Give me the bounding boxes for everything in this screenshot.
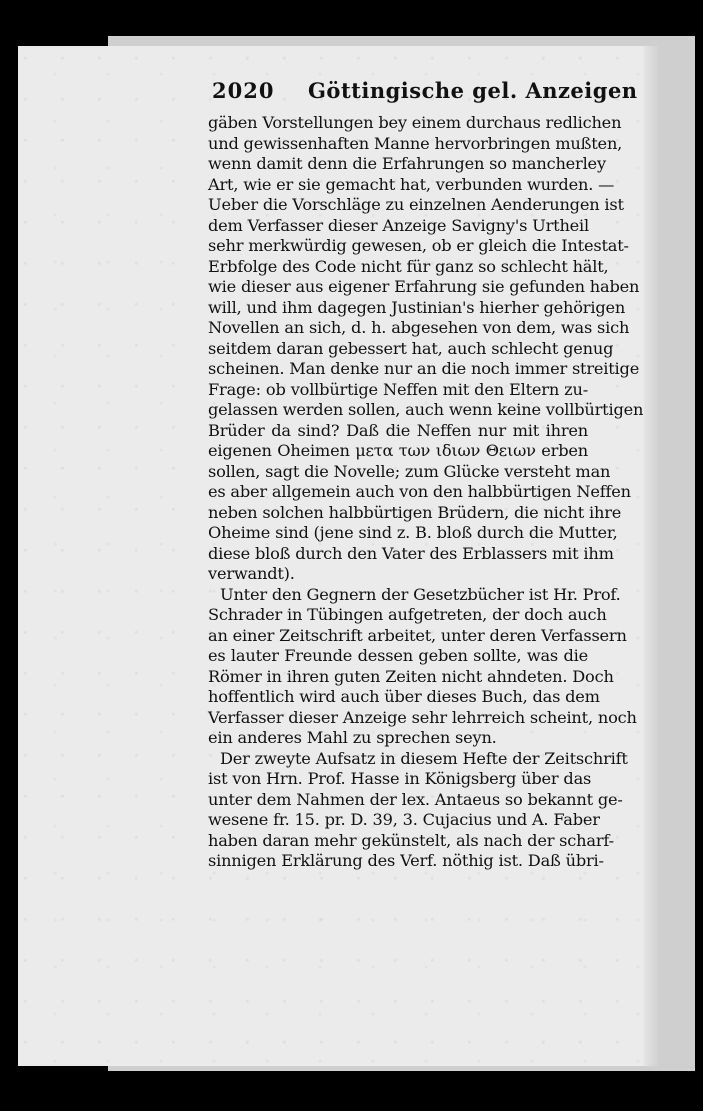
text-line: ist von Hrn. Prof. Hasse in Königsberg über das bbox=[208, 769, 592, 788]
text-line: sollen, sagt die Novelle; zum Glücke versteht man bbox=[208, 461, 611, 481]
text-line: wenn damit denn die Erfahrungen so mancherley bbox=[208, 154, 606, 173]
page-header bbox=[212, 78, 638, 110]
text-line: Ueber die Vorschläge zu einzelnen Aenderungen ist bbox=[208, 195, 624, 214]
text-line: hoffentlich wird auch über dieses Buch, das dem bbox=[208, 687, 600, 706]
text-line: neben solchen halbbürtigen Brüdern, die nicht ihre bbox=[208, 502, 622, 522]
text-line: diese bloß durch den Vater des Erblassers mit ihm bbox=[208, 543, 614, 563]
text-line: und gewissenhaften Manne hervorbringen mußten, bbox=[208, 133, 623, 153]
text-line: Verfasser dieser Anzeige sehr lehrreich scheint, noch bbox=[208, 707, 637, 727]
text-line: ein anderes Mahl zu sprechen seyn. bbox=[208, 728, 497, 747]
text-line: an einer Zeitschrift arbeitet, unter deren Verfassern bbox=[208, 625, 627, 645]
text-line: scheinen. Man denke nur an die noch immer streitige bbox=[208, 359, 640, 378]
text-line: es lauter Freunde dessen geben sollte, was die bbox=[208, 646, 588, 665]
text-line: wesene fr. 15. pr. D. 39, 3. Cujacius und A. Faber bbox=[208, 810, 600, 829]
running-title: Göttingische gel. Anzeigen bbox=[308, 78, 638, 103]
text-line: wie dieser aus eigener Erfahrung sie gefunden haben bbox=[208, 277, 640, 296]
text-line: Schrader in Tübingen aufgetreten, der doch auch bbox=[208, 605, 607, 624]
page-number: 2020 bbox=[212, 78, 275, 103]
text-line: Art, wie er sie gemacht hat, verbunden wurden. — bbox=[208, 174, 615, 194]
text-line: will, und ihm dagegen Justinian's hierher gehörigen bbox=[208, 297, 626, 317]
text-line: Oheime sind (jene sind z. B. bloß durch die Mutter, bbox=[208, 523, 618, 542]
text-line: gäben Vorstellungen bey einem durchaus redlichen bbox=[208, 113, 622, 132]
text-line: haben daran mehr gekünstelt, als nach der scharf- bbox=[208, 830, 614, 850]
text-line: dem Verfasser dieser Anzeige Savigny's Urtheil bbox=[208, 215, 589, 235]
page-edge-shadow bbox=[644, 46, 658, 1066]
text-line: unter dem Nahmen der lex. Antaeus so bekannt ge- bbox=[208, 789, 623, 809]
text-line: es aber allgemein auch von den halbbürtigen Neffen bbox=[208, 482, 631, 501]
text-line: Frage: ob vollbürtige Neffen mit den Eltern zu- bbox=[208, 379, 588, 399]
text-line: Römer in ihren guten Zeiten nicht ahndeten. Doch bbox=[208, 666, 614, 686]
text-line: eigenen Oheimen μετα των ιδιων Θειων erben bbox=[208, 441, 588, 460]
text-line: sehr merkwürdig gewesen, ob er gleich die Intestat- bbox=[208, 236, 629, 255]
text-line: Unter den Gegnern der Gesetzbücher ist Hr. Prof. bbox=[220, 584, 621, 604]
text-line: Der zweyte Aufsatz in diesem Hefte der Zeitschrift bbox=[220, 748, 628, 768]
text-line: verwandt). bbox=[208, 564, 295, 583]
text-line: sinnigen Erklärung des Verf. nöthig ist. Daß übri- bbox=[208, 851, 604, 870]
text-line: Brüder da sind? Daß die Neffen nur mit ihren bbox=[208, 420, 588, 440]
body-text bbox=[208, 113, 644, 872]
text-line: Erbfolge des Code nicht für ganz so schlecht hält, bbox=[208, 256, 609, 276]
text-line: Novellen an sich, d. h. abgesehen von dem, was sich bbox=[208, 318, 630, 337]
text-line: gelassen werden sollen, auch wenn keine vollbürtigen bbox=[208, 400, 644, 419]
text-line: seitdem daran gebessert hat, auch schlecht genug bbox=[208, 338, 614, 358]
